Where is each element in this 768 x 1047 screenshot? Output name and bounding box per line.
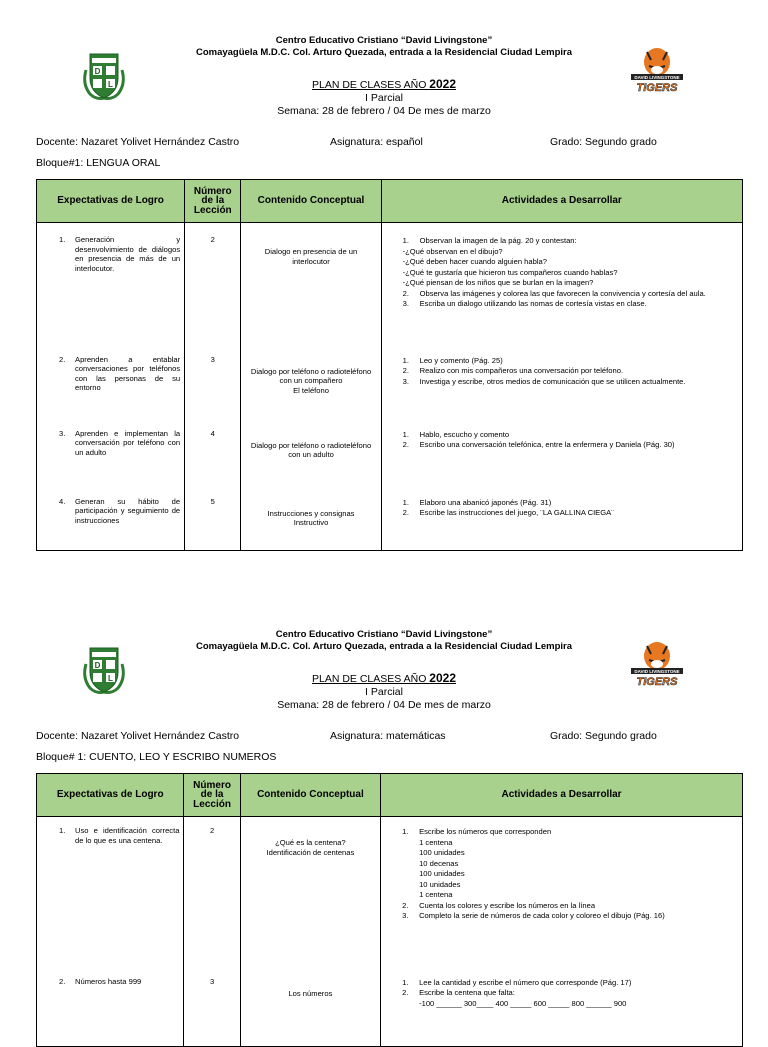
actividades-list xyxy=(382,487,742,518)
actividad-item xyxy=(403,377,738,387)
logo-initial-d: D xyxy=(94,67,101,76)
expectativa-cell xyxy=(37,967,184,1047)
actividad-item xyxy=(403,289,738,299)
actividades-list xyxy=(381,817,742,921)
header-actividades: Actividades a Desarrollar xyxy=(381,774,743,817)
contenido-cell xyxy=(240,817,380,967)
plan-year: 2022 xyxy=(429,671,456,685)
plan-title: PLAN DE CLASES AÑO xyxy=(312,673,430,685)
expectativa-text: Uso e identificación correcta de lo que es una centena. xyxy=(75,826,180,845)
expectativa-text: Aprenden e implementan la conversación por teléfono con un adulto xyxy=(75,428,181,457)
header-expectativas: Expectativas de Logro xyxy=(37,774,184,817)
contenido-cell xyxy=(241,487,381,551)
actividad-question: -¿Qué observan en el dibujo? xyxy=(402,246,503,256)
header-actividades: Actividades a Desarrollar xyxy=(381,180,742,223)
actividad-number: 2. xyxy=(402,508,409,517)
logo-word: TIGERS xyxy=(636,82,678,94)
expectativa-cell xyxy=(37,346,185,424)
expectativa-cell xyxy=(37,817,184,967)
contenido-cell xyxy=(241,424,381,487)
lesson-number: 2 xyxy=(184,817,240,967)
actividad-text: Hablo, escucho y comento xyxy=(419,429,510,439)
table-row xyxy=(37,346,743,424)
actividad-text: Escribe los números que corresponden xyxy=(419,827,552,836)
contenido-text xyxy=(241,817,380,857)
actividad-number: 2. xyxy=(402,366,409,375)
actividad-item xyxy=(403,299,738,309)
actividades-cell xyxy=(381,346,742,424)
actividad-question: -¿Qué piensan de los niños que se burlan en la imagen? xyxy=(402,278,594,287)
expectativa-item xyxy=(37,223,184,273)
actividad-text: Observa las imágenes y colorea las que favorecen la convivencia y cortesía del aula. xyxy=(419,288,706,298)
lesson-number: 2 xyxy=(185,223,241,346)
block-title: Bloque#1: LENGUA ORAL xyxy=(36,157,161,169)
lesson-plan-table xyxy=(36,179,743,551)
lesson-number: 4 xyxy=(185,424,241,487)
expectativa-number: 4. xyxy=(59,496,66,506)
expectativa-text: Aprenden a entablar conversaciones por teléfonos con las personas de su entorno xyxy=(75,354,181,392)
actividad-item xyxy=(403,430,738,440)
contenido-line: El teléfono xyxy=(293,385,329,395)
table-row xyxy=(37,223,743,346)
actividad-text: Leo y comento (Pág. 25) xyxy=(419,355,503,365)
actividad-number: 3. xyxy=(402,376,409,386)
table-header-row xyxy=(37,774,743,817)
actividad-item xyxy=(403,356,738,366)
plan-period: I Parcial xyxy=(365,92,403,104)
contenido-cell xyxy=(240,967,380,1047)
actividades-cell xyxy=(381,424,742,487)
expectativa-number: 1. xyxy=(59,826,66,835)
actividad-number: 1. xyxy=(402,827,409,836)
actividad-text: Elaboro una abanicó japonés (Pág. 31) xyxy=(419,497,552,507)
grade: Grado: Segundo grado xyxy=(550,136,657,148)
actividad-subitem: 10 unidades xyxy=(419,879,461,889)
actividad-number: 1. xyxy=(402,355,409,365)
table-row xyxy=(37,817,743,967)
actividad-subitem: -100 ______ 300____ 400 _____ 600 _____ 800 ______ 900 xyxy=(419,998,627,1008)
actividad-text: Escribe la centena que falta: xyxy=(419,988,515,997)
actividades-cell xyxy=(381,487,742,551)
logo-initial-l: L xyxy=(108,80,113,89)
actividades-cell xyxy=(381,817,743,967)
header-numero-leccion: Número de la Lección xyxy=(185,180,241,223)
actividad-text: Completo la serie de números de cada color y coloreo el dibujo (Pág. 16) xyxy=(419,911,665,920)
teacher-name: Docente: Nazaret Yolivet Hernández Castro xyxy=(36,136,240,148)
lesson-number: 3 xyxy=(184,967,240,1047)
actividad-text: Observan la imagen de la pág. 20 y contestan: xyxy=(419,236,577,245)
actividad-item xyxy=(402,988,738,998)
actividad-number: 2. xyxy=(402,440,409,449)
header-contenido: Contenido Conceptual xyxy=(240,774,380,817)
actividad-item xyxy=(402,911,738,921)
actividad-number: 2. xyxy=(402,288,409,298)
logo-initial-d: D xyxy=(94,661,101,670)
contenido-line: Dialogo en presencia de un interlocutor xyxy=(264,247,358,266)
expectativa-item xyxy=(37,346,184,393)
plan-week: Semana: 28 de febrero / 04 De mes de marzo xyxy=(277,699,491,711)
actividad-item xyxy=(402,978,738,988)
actividad-text: Cuenta los colores y escribe los números en la línea xyxy=(419,900,596,910)
contenido-line: Instructivo xyxy=(293,518,329,527)
school-name: Centro Educativo Cristiano “David Livingstone” xyxy=(275,629,493,640)
actividad-question: -¿Qué te gustaría que hicieron tus compañeros cuando hablas? xyxy=(402,267,618,277)
school-address: Comayagüela M.D.C. Col. Arturo Quezada, entrada a la Residencial Ciudad Lempira xyxy=(195,641,573,652)
actividades-cell xyxy=(381,967,743,1047)
actividad-subitem: 1 centena xyxy=(419,890,453,899)
expectativa-text: Generan su hábito de participación y seguimiento de instrucciones xyxy=(75,496,181,525)
expectativa-item xyxy=(37,487,184,526)
logo-banner-text: DAVID LIVINGSTONE xyxy=(634,75,680,80)
subject: Asignatura: español xyxy=(330,136,423,148)
actividad-text: Escribo una conversación telefónica, entre la enfermera y Daniela (Pág. 30) xyxy=(419,440,675,449)
header-expectativas: Expectativas de Logro xyxy=(37,180,185,223)
contenido-line: Identificación de centenas xyxy=(266,847,355,857)
actividad-item xyxy=(402,901,738,911)
table-header-row xyxy=(37,180,743,223)
expectativa-number: 1. xyxy=(59,235,66,244)
header-numero-leccion: Número de la Lección xyxy=(184,774,240,817)
contenido-cell xyxy=(241,346,381,424)
subject: Asignatura: matemáticas xyxy=(330,730,446,742)
contenido-line: ¿Qué es la centena? xyxy=(275,838,346,847)
contenido-line: Dialogo por teléfono o radioteléfono con un adulto xyxy=(250,440,372,459)
actividad-number: 1. xyxy=(402,977,409,987)
contenido-text xyxy=(241,223,380,266)
logo-initial-l: L xyxy=(108,674,113,683)
actividad-subitem: 100 unidades xyxy=(419,848,465,857)
contenido-line: Los números xyxy=(288,988,333,998)
logo-word: TIGERS xyxy=(636,676,678,688)
actividad-item xyxy=(403,508,738,518)
expectativa-text: Números hasta 999 xyxy=(75,976,142,986)
actividad-number: 2. xyxy=(402,900,409,910)
expectativa-cell xyxy=(37,424,185,487)
actividad-subitem: 1 centena xyxy=(419,837,453,847)
lesson-number: 3 xyxy=(185,346,241,424)
teacher-name: Docente: Nazaret Yolivet Hernández Castro xyxy=(36,730,240,742)
grade: Grado: Segundo grado xyxy=(550,730,657,742)
expectativa-number: 2. xyxy=(59,354,66,364)
actividad-item xyxy=(403,366,738,376)
expectativa-number: 3. xyxy=(59,428,66,438)
contenido-text xyxy=(241,967,380,999)
plan-week: Semana: 28 de febrero / 04 De mes de marzo xyxy=(277,105,491,117)
actividad-text: Realizo con mis compañeros una conversación por teléfono. xyxy=(419,366,624,375)
contenido-text xyxy=(241,346,380,396)
actividad-number: 1. xyxy=(402,236,409,245)
actividad-number: 1. xyxy=(402,497,409,507)
expectativa-text: Generación y desenvolvimiento de diálogos en presencia de más de un interlocutor. xyxy=(75,235,181,273)
table-row xyxy=(37,487,743,551)
actividades-cell xyxy=(381,223,742,346)
plan-year: 2022 xyxy=(429,77,456,91)
lesson-number: 5 xyxy=(185,487,241,551)
expectativa-cell xyxy=(37,223,185,346)
expectativa-item xyxy=(37,817,183,845)
contenido-line: Dialogo por teléfono o radioteléfono con un compañero xyxy=(250,366,372,385)
plan-page-2 xyxy=(0,594,768,1024)
actividades-list xyxy=(382,346,742,387)
expectativa-number: 2. xyxy=(59,976,66,986)
school-address: Comayagüela M.D.C. Col. Arturo Quezada, entrada a la Residencial Ciudad Lempira xyxy=(195,47,573,58)
actividad-number: 3. xyxy=(402,911,409,920)
actividades-list xyxy=(382,424,742,450)
actividades-list xyxy=(381,967,742,1009)
table-row xyxy=(37,424,743,487)
actividad-number: 1. xyxy=(402,429,409,439)
actividad-item xyxy=(403,498,738,508)
block-title: Bloque# 1: CUENTO, LEO Y ESCRIBO NUMEROS xyxy=(36,751,277,763)
actividad-question: -¿Qué deben hacer cuando alguien habla? xyxy=(402,257,547,266)
contenido-text xyxy=(241,424,380,460)
actividades-list xyxy=(382,223,742,309)
actividad-subitem: 10 decenas xyxy=(419,858,459,868)
actividad-text: Escriba un dialogo utilizando las nomas de cortesía vistas en clase. xyxy=(419,299,647,308)
table-row xyxy=(37,967,743,1047)
plan-period: I Parcial xyxy=(365,686,403,698)
actividad-text: Escribe las instrucciones del juego, ¨LA GALLINA CIEGA¨ xyxy=(419,508,614,517)
logo-banner-text: DAVID LIVINGSTONE xyxy=(634,669,680,674)
actividad-number: 3. xyxy=(402,299,409,308)
actividad-item xyxy=(403,236,738,246)
actividad-number: 2. xyxy=(402,988,409,997)
plan-title: PLAN DE CLASES AÑO xyxy=(312,79,430,91)
contenido-line: Instrucciones y consignas xyxy=(267,508,355,518)
school-name: Centro Educativo Cristiano “David Livingstone” xyxy=(275,35,493,46)
actividad-text: Lee la cantidad y escribe el número que corresponde (Pág. 17) xyxy=(419,977,632,987)
header-contenido: Contenido Conceptual xyxy=(241,180,381,223)
actividad-item xyxy=(402,827,738,837)
contenido-cell xyxy=(241,223,381,346)
expectativa-cell xyxy=(37,487,185,551)
expectativa-item xyxy=(37,967,183,987)
actividad-text: Investiga y escribe, otros medios de comunicación que se utilicen actualmente. xyxy=(419,376,686,386)
expectativa-item xyxy=(37,424,184,458)
lesson-plan-table xyxy=(36,773,743,1047)
actividad-item xyxy=(403,440,738,450)
contenido-text xyxy=(241,487,380,528)
actividad-subitem: 100 unidades xyxy=(419,869,465,878)
